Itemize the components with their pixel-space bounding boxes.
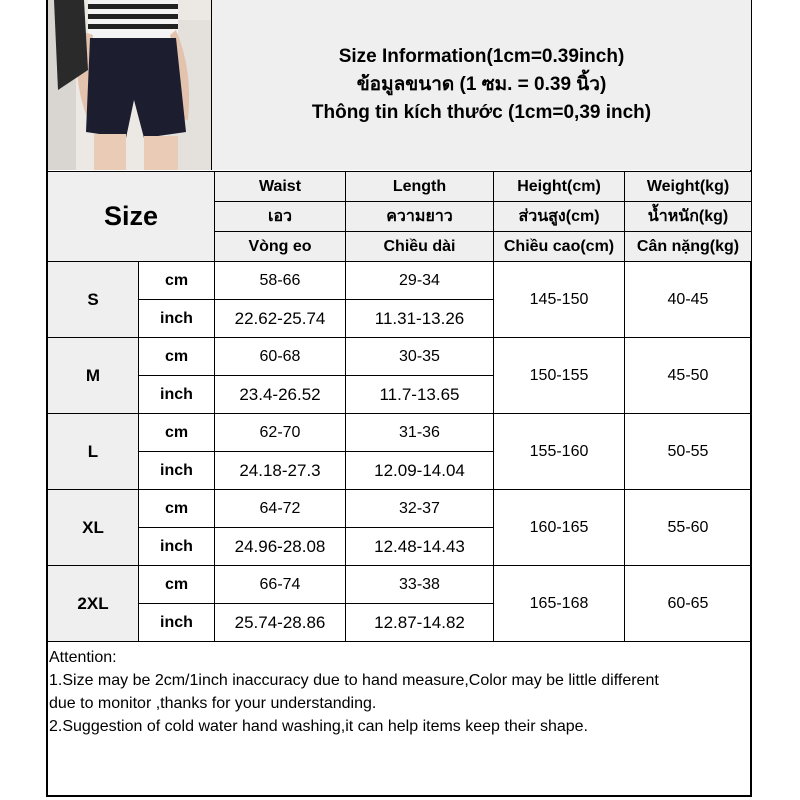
weight-header-th: น้ำหนัก(kg) — [625, 202, 752, 232]
waist-inch-s: 22.62-25.74 — [215, 300, 346, 338]
waist-cm-l: 62-70 — [215, 414, 346, 452]
waist-cm-2xl: 66-74 — [215, 566, 346, 604]
waist-inch-l: 24.18-27.3 — [215, 452, 346, 490]
header-vietnamese: Thông tin kích thước (1cm=0,39 inch) — [311, 102, 652, 123]
size-information-header — [212, 0, 751, 170]
size-label-xl: XL — [48, 490, 139, 566]
size-label-s: S — [48, 262, 139, 338]
waist-header-th: เอว — [215, 202, 346, 232]
unit-cm: cm — [139, 566, 215, 604]
height-l: 155-160 — [494, 414, 625, 490]
waist-header-en: Waist — [215, 172, 346, 202]
size-label-l: L — [48, 414, 139, 490]
size-table — [47, 171, 752, 642]
length-inch-2xl: 12.87-14.82 — [346, 604, 494, 642]
length-cm-s: 29-34 — [346, 262, 494, 300]
product-photo — [48, 0, 212, 170]
height-header-vi: Chiều cao(cm) — [494, 232, 625, 262]
length-inch-m: 11.7-13.65 — [346, 376, 494, 414]
size-label-m: M — [48, 338, 139, 414]
product-photo-illustration — [48, 0, 211, 170]
waist-inch-2xl: 25.74-28.86 — [215, 604, 346, 642]
waist-cm-m: 60-68 — [215, 338, 346, 376]
unit-inch: inch — [139, 528, 215, 566]
unit-cm: cm — [139, 414, 215, 452]
waist-header-vi: Vòng eo — [215, 232, 346, 262]
attention-notes — [49, 646, 749, 738]
length-header-en: Length — [346, 172, 494, 202]
unit-inch: inch — [139, 452, 215, 490]
header-thai: ข้อมูลขนาด (1 ซม. = 0.39 นิ้ว) — [356, 74, 607, 95]
attention-note-1a: 1.Size may be 2cm/1inch inaccuracy due to hand measure,Color may be little different — [49, 672, 659, 689]
size-column-header: Size — [48, 172, 215, 262]
header-english: Size Information(1cm=0.39inch) — [338, 46, 625, 67]
attention-note-1b: due to monitor ,thanks for your understanding. — [49, 695, 377, 712]
length-header-th: ความยาว — [346, 202, 494, 232]
length-inch-l: 12.09-14.04 — [346, 452, 494, 490]
weight-m: 45-50 — [625, 338, 752, 414]
weight-xl: 55-60 — [625, 490, 752, 566]
waist-cm-xl: 64-72 — [215, 490, 346, 528]
waist-cm-s: 58-66 — [215, 262, 346, 300]
height-2xl: 165-168 — [494, 566, 625, 642]
unit-inch: inch — [139, 376, 215, 414]
length-cm-xl: 32-37 — [346, 490, 494, 528]
height-header-th: ส่วนสูง(cm) — [494, 202, 625, 232]
length-inch-xl: 12.48-14.43 — [346, 528, 494, 566]
weight-s: 40-45 — [625, 262, 752, 338]
unit-cm: cm — [139, 490, 215, 528]
unit-cm: cm — [139, 338, 215, 376]
height-header-en: Height(cm) — [494, 172, 625, 202]
height-s: 145-150 — [494, 262, 625, 338]
waist-inch-m: 23.4-26.52 — [215, 376, 346, 414]
attention-title: Attention: — [49, 649, 117, 666]
length-cm-m: 30-35 — [346, 338, 494, 376]
weight-l: 50-55 — [625, 414, 752, 490]
height-m: 150-155 — [494, 338, 625, 414]
weight-header-en: Weight(kg) — [625, 172, 752, 202]
length-cm-2xl: 33-38 — [346, 566, 494, 604]
waist-inch-xl: 24.96-28.08 — [215, 528, 346, 566]
height-xl: 160-165 — [494, 490, 625, 566]
weight-header-vi: Cân nặng(kg) — [625, 232, 752, 262]
unit-inch: inch — [139, 300, 215, 338]
length-cm-l: 31-36 — [346, 414, 494, 452]
unit-cm: cm — [139, 262, 215, 300]
length-inch-s: 11.31-13.26 — [346, 300, 494, 338]
length-header-vi: Chiều dài — [346, 232, 494, 262]
unit-inch: inch — [139, 604, 215, 642]
weight-2xl: 60-65 — [625, 566, 752, 642]
size-label-2xl: 2XL — [48, 566, 139, 642]
attention-note-2: 2.Suggestion of cold water hand washing,it can help items keep their shape. — [49, 718, 588, 735]
